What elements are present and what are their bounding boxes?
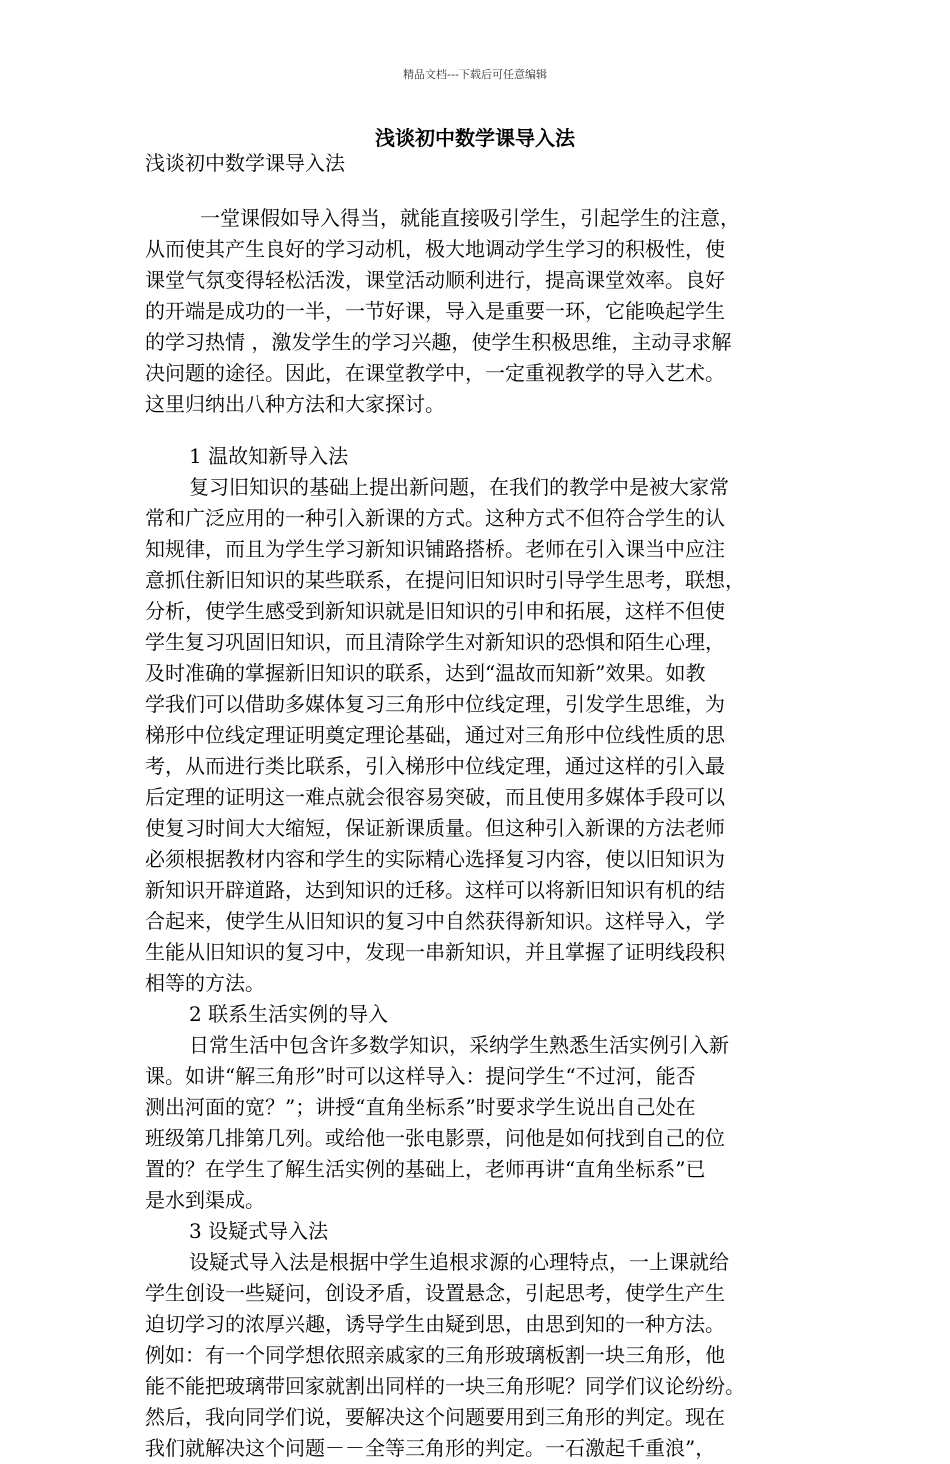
- paragraph-line: 新知识开辟道路，达到知识的迁移。这样可以将新旧知识有机的结: [145, 878, 725, 902]
- paragraph-line: 设疑式导入法是根据中学生追根求源的心理特点，一上课就给: [189, 1250, 729, 1274]
- paragraph-line: 相等的方法。: [145, 971, 265, 995]
- section-3: [145, 1216, 811, 1464]
- document-title: 浅谈初中数学课导入法: [375, 126, 575, 150]
- paragraph-line: 课堂气氛变得轻松活泼，课堂活动顺利进行，提高课堂效率。良好: [145, 268, 725, 292]
- paragraph-line: 课。如讲“解三角形”时可以这样导入：提问学生“不过河，能否: [145, 1064, 696, 1088]
- paragraph-line: 常和广泛应用的一种引入新课的方式。这种方式不但符合学生的认: [145, 506, 725, 530]
- paragraph-line: 我们就解决这个问题－－全等三角形的判定。一石激起千重浪”，: [145, 1436, 716, 1460]
- paragraph-line: 必须根据教材内容和学生的实际精心选择复习内容，使以旧知识为: [145, 847, 725, 871]
- paragraph-line: 测出河面的宽？”；讲授“直角坐标系”时要求学生说出自己处在: [145, 1095, 696, 1119]
- paragraph-line: 决问题的途径。因此，在课堂教学中，一定重视教学的导入艺术。: [145, 361, 725, 385]
- spacer: [145, 179, 811, 203]
- paragraph-line: 合起来，使学生从旧知识的复习中自然获得新知识。这样导入，学: [145, 909, 725, 933]
- paragraph-line: 使复习时间大大缩短，保证新课质量。但这种引入新课的方法老师: [145, 816, 725, 840]
- paragraph-line: 考，从而进行类比联系，引入梯形中位线定理，通过这样的引入最: [145, 754, 725, 778]
- paragraph-line: 班级第几排第几列。或给他一张电影票，问他是如何找到自己的位: [145, 1126, 725, 1150]
- paragraph-line: 学我们可以借助多媒体复习三角形中位线定理，引发学生思维，为: [145, 692, 725, 716]
- paragraph-line: 意抓住新旧知识的某些联系，在提问旧知识时引导学生思考，联想，: [145, 568, 745, 592]
- spacer: [145, 420, 811, 441]
- paragraph-line: 知规律，而且为学生学习新知识铺路搭桥。老师在引入课当中应注: [145, 537, 725, 561]
- paragraph-line: 学生创设一些疑问，创设矛盾，设置悬念，引起思考，使学生产生: [145, 1281, 725, 1305]
- paragraph-line: 日常生活中包含许多数学知识，采纳学生熟悉生活实例引入新: [189, 1033, 729, 1057]
- intro-paragraph: [145, 203, 811, 420]
- paragraph-line: 从而使其产生良好的学习动机，极大地调动学生学习的积极性，使: [145, 237, 725, 261]
- paragraph-line: 复习旧知识的基础上提出新问题，在我们的教学中是被大家常: [189, 475, 729, 499]
- document-body: [145, 148, 811, 1464]
- page-header: 精品文档---下载后可任意编辑: [403, 68, 547, 81]
- section-heading: 2 联系生活实例的导入: [189, 1002, 389, 1026]
- paragraph-line: 置的？在学生了解生活实例的基础上，老师再讲“直角坐标系”已: [145, 1157, 706, 1181]
- section-heading: 3 设疑式导入法: [189, 1219, 329, 1243]
- document-subtitle: 浅谈初中数学课导入法: [145, 151, 345, 175]
- paragraph-line: 的学习热情 ，激发学生的学习兴趣，使学生积极思维，主动寻求解: [145, 330, 732, 354]
- paragraph-line: 梯形中位线定理证明奠定理论基础，通过对三角形中位线性质的思: [145, 723, 725, 747]
- paragraph-line: 能不能把玻璃带回家就割出同样的一块三角形呢？同学们议论纷纷。: [145, 1374, 745, 1398]
- paragraph-line: 后定理的证明这一难点就会很容易突破，而且使用多媒体手段可以: [145, 785, 725, 809]
- paragraph-line: 的开端是成功的一半，一节好课，导入是重要一环，它能唤起学生: [145, 299, 725, 323]
- section-2: [145, 999, 811, 1216]
- paragraph-line: 迫切学习的浓厚兴趣，诱导学生由疑到思，由思到知的一种方法。: [145, 1312, 725, 1336]
- paragraph-line: 是水到渠成。: [145, 1188, 265, 1212]
- paragraph-line: 一堂课假如导入得当，就能直接吸引学生，引起学生的注意，: [200, 206, 740, 230]
- paragraph-line: 例如：有一个同学想依照亲戚家的三角形玻璃板割一块三角形，他: [145, 1343, 725, 1367]
- section-1: [145, 441, 811, 999]
- paragraph-line: 分析，使学生感受到新知识就是旧知识的引申和拓展，这样不但使: [145, 599, 725, 623]
- paragraph-line: 然后，我向同学们说，要解决这个问题要用到三角形的判定。现在: [145, 1405, 725, 1429]
- section-heading: 1 温故知新导入法: [189, 444, 349, 468]
- paragraph-line: 这里归纳出八种方法和大家探讨。: [145, 392, 445, 416]
- paragraph-line: 及时准确的掌握新旧知识的联系，达到“温故而知新”效果。如教: [145, 661, 706, 685]
- paragraph-line: 生能从旧知识的复习中，发现一串新知识，并且掌握了证明线段积: [145, 940, 725, 964]
- paragraph-line: 学生复习巩固旧知识，而且清除学生对新知识的恐惧和陌生心理，: [145, 630, 725, 654]
